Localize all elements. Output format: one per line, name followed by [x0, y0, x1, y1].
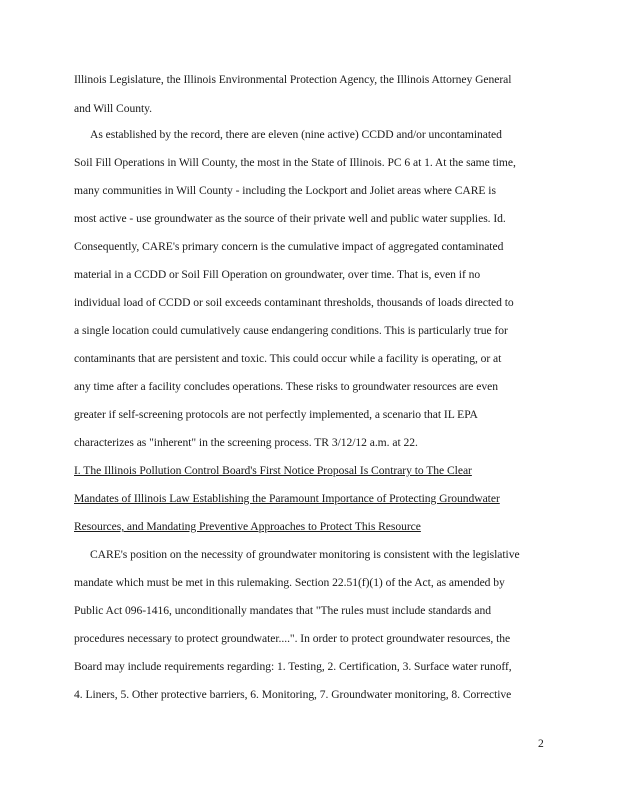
- section-heading-line: I. The Illinois Pollution Control Board's First Notice Proposal Is Contrary to The Clear: [74, 464, 472, 477]
- text-line: greater if self-screening protocols are not perfectly implemented, a scenario that IL EPA: [74, 408, 478, 421]
- text-line: Consequently, CARE's primary concern is the cumulative impact of aggregated contaminated: [74, 240, 504, 253]
- text-line: As established by the record, there are eleven (nine active) CCDD and/or uncontaminated: [90, 128, 502, 141]
- text-line: procedures necessary to protect groundwater....". In order to protect groundwater resources, the: [74, 632, 511, 645]
- section-heading-line: Mandates of Illinois Law Establishing the Paramount Importance of Protecting Groundwater: [74, 492, 500, 505]
- text-line: Board may include requirements regarding: 1. Testing, 2. Certification, 3. Surface water runoff,: [74, 660, 512, 673]
- text-line: Soil Fill Operations in Will County, the most in the State of Illinois. PC 6 at 1. At the same time,: [74, 156, 516, 169]
- text-line: material in a CCDD or Soil Fill Operation on groundwater, over time. That is, even if no: [74, 268, 481, 281]
- text-line: 4. Liners, 5. Other protective barriers, 6. Monitoring, 7. Groundwater monitoring, 8. Corrective: [74, 688, 512, 701]
- text-line: Illinois Legislature, the Illinois Environmental Protection Agency, the Illinois Attorney General: [74, 73, 512, 86]
- text-line: a single location could cumulatively cause endangering conditions. This is particularly true for: [74, 324, 508, 337]
- text-line: Public Act 096-1416, unconditionally mandates that "The rules must include standards and: [74, 604, 491, 617]
- section-heading-line: Resources, and Mandating Preventive Approaches to Protect This Resource: [74, 520, 421, 533]
- text-line: many communities in Will County - including the Lockport and Joliet areas where CARE is: [74, 184, 496, 197]
- text-line: individual load of CCDD or soil exceeds contaminant thresholds, thousands of loads directed to: [74, 296, 514, 309]
- text-line: characterizes as "inherent" in the screening process. TR 3/12/12 a.m. at 22.: [74, 436, 418, 449]
- text-line: contaminants that are persistent and toxic. This could occur while a facility is operating, or at: [74, 352, 502, 365]
- text-line: mandate which must be met in this rulemaking. Section 22.51(f)(1) of the Act, as amended by: [74, 576, 505, 589]
- text-line: CARE's position on the necessity of groundwater monitoring is consistent with the legislative: [90, 548, 520, 561]
- text-line: and Will County.: [74, 102, 152, 115]
- page-number: 2: [538, 737, 544, 750]
- text-line: any time after a facility concludes operations. These risks to groundwater resources are even: [74, 380, 498, 393]
- text-line: most active - use groundwater as the source of their private well and public water supplies. Id.: [74, 212, 506, 225]
